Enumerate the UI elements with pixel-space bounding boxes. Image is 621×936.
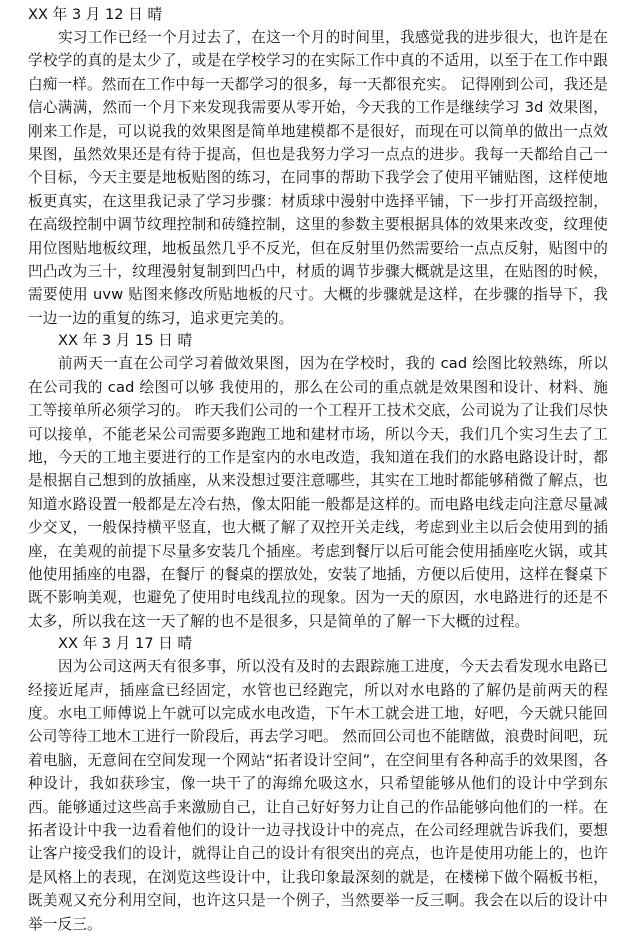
entry-text: 因为公司这两天有很多事，所以没有及时的去跟踪施工进度，今天去看发现水电路已经接近尾声，插座盒已经固定，水管也已经跑完，所以对水电路的了解仍是前两天的程度。水电工师傅说上午就可以完成水电改造，下午木工就会进工地，好吧，今天就只能回公司等待工地木工进行一阶段后，再去学习吧。 然而回公司也不能瞎做，浪费时间吧，玩着电脑，无意间在空间发现一个网站“拓者设计空间”，在空间里有各种高手的效果图，各种设计，我如获珍宝，像一块干了的海绵允吸这水，只希望能够从他们的设计中学到东西。能够通过这些高手来激励自己，让自己好好努力让自己的作品能够向他们的一样。在拓者设计中我一边看着他们的设计一边寻找设计中的亮点，在公司经理就告诉我们，要想让客户接受我们的设计，就得让自己的设计有很突出的亮点，也许是使用功能上的，也许是风格上的表现，在浏览这些设计中，让我印象最深刻的就是，在楼梯下做个隔板书柜，既美观又充分利用空间，也许这只是一个例子，当然要举一反三啊。我会在以后的设计中举一反三。 [28,658,608,933]
entry-text: 前两天一直在公司学习着做效果图，因为在学校时，我的 cad 绘图比较熟练，所以在公司我的 cad 绘图可以够 我使用的，那么在公司的重点就是效果图和设计、材料、施工等接单所必须学习的。 昨天我们公司的一个工程开工技术交底，公司说为了让我们尽快可以接单，不能老呆公司需要多跑跑工地和建材市场，所以今天，我们几个实习生去了工地，今天的工地主要进行的工作是室内的水电改造，我知道在我们的水路电路设计时，都是根据自己想到的放插座，从来没想过要注意哪些，其实在工地时都能够稍微了解点，也知道水路设置一般都是左冷右热，像太阳能一般都是这样的。而电路电线走向注意尽量减少交叉，一般保持横平竖直，也大概了解了双控开关走线，考虑到业主以后会使用到的插座，在美观的前提下尽量多安装几个插座。考虑到餐厅以后可能会使用插座吃火锅，或其他使用插座的电器，在餐厅 的餐桌的摆放处，安装了地插，方便以后使用，这样在餐桌下既不影响美观，也避免了使用时电线乱拉的现象。因为一天的原因，水电路进行的还是不太多，所以我在这一天了解的也不是很多，只是简单的了解一下大概的过程。 [28,355,608,630]
entry-date: XX 年 3 月 15 日 晴 [58,332,193,350]
diary-entry-2 [28,330,608,633]
diary-entry-1 [28,4,608,330]
document-page [28,4,608,936]
diary-entry-3 [28,633,608,936]
entry-text: 实习工作已经一个月过去了，在这一个月的时间里，我感觉我的进步很大，也许是在学校学的真的是太少了，或是在学校学习的在实际工作中真的不适用，以至于在工作中跟白痴一样。然而在工作中每一天都学习的很多，每一天都很充实。 记得刚到公司，我还是信心满满，然而一个月下来发现我需要从零开始，今天我的工作是继续学习 3d 效果图，刚来工作是，可以说我的效果图是简单地建模都不是很好，而现在可以简单的做出一点效果图，虽然效果还是有待于提高，但也是我努力学习一点点的进步。我每一天都给自己一个目标，今天主要是地板贴图的练习，在同事的帮助下我学会了使用平铺贴图，这样使地板更真实，在这里我记录了学习步骤：材质球中漫射中选择平铺，下一步打开高级控制，在高级控制中调节纹理控制和砖缝控制，这里的参数主要根据具体的效果来改变，纹理使用位图贴地板纹理，地板虽然几乎不反光，但在反射里仍然需要给一点点反射，贴图中的凹凸改为三十，纹理漫射复制到凹凸中，材质的调节步骤大概就是这里，在贴图的时候，需要使用 uvw 贴图来修改所贴地板的尺寸。大概的步骤就是这样，在步骤的指导下，我一边一边的重复的练习，追求更完美的。 [28,29,608,327]
entry-date: XX 年 3 月 12 日 晴 [28,6,163,23]
entry-date: XX 年 3 月 17 日 晴 [58,635,193,653]
